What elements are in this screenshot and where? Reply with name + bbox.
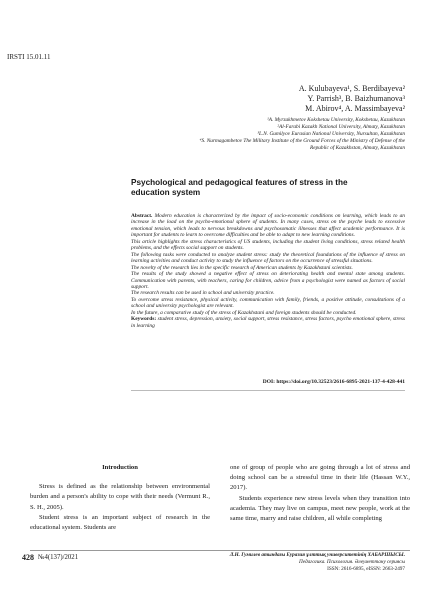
abstract-paragraph: The following tasks were conducted to analyze student stress: study the theoretical foundations of the influence of stress on learning activities and conduct activity to study the influence of factors on the occurrence of stressful situations. (131, 251, 405, 265)
journal-info (185, 552, 405, 573)
keywords-label: Keywords: (131, 316, 157, 323)
abstract-paragraph (131, 213, 405, 239)
body-paragraph: Students experience new stress levels when they transition into academia. They may live on campus, meet new people, work at the same time, marry and raise children, all while completing (230, 494, 410, 523)
abstract-block (131, 213, 405, 329)
body-column-left (30, 463, 210, 533)
abstract-paragraph: This article highlights the stress characteristics of US students, including the student living conditions, stress related health problems, and the effects social support on students. (131, 238, 405, 252)
author-line: A. Kulubayeva¹, S. Berdibayeva² (298, 84, 405, 93)
section-divider (131, 390, 405, 391)
abstract-paragraph: In the future, a comparative study of the stress of Kazakhstani and foreign students should be conducted. (131, 309, 357, 316)
abstract-paragraph: The research results can be used in school and university practice. (131, 290, 275, 297)
journal-line: Л.Н. Гумилев атындағы Еуразия ұлттық университетінің ХАБАРШЫСЫ. (229, 552, 405, 558)
body-paragraph: Stress is defined as the relationship between environmental burden and a person's ability to cope with their needs (Vermunt R., S. H., 2005). (30, 483, 210, 511)
author-line: Y. Parrish³, B. Baizhumanova³ (307, 94, 405, 103)
abstract-paragraph: To overcome stress resistance, physical activity, communication with family, friends, a positive attitude, consultations of a school and university psychologist are relevant. (131, 296, 405, 310)
abstract-paragraph: The results of the study showed a negative effect of stress on deteriorating health and mental state among students. Communication with parents, with teachers, caring for children, advice from a psychologist were named as factors of social support. (131, 271, 405, 290)
author-list (155, 84, 405, 114)
affiliation-line: Republic of Kazakhstan, Almaty, Kazakhstan (310, 145, 405, 151)
issue-number: №4(137)/2021 (38, 554, 79, 561)
affiliation-line: ³L.N. Gumilyov Eurasian National University, Nursultan, Kazakhstan (257, 131, 405, 137)
abstract-text: Modern education is characterized by the impact of socio-economic conditions on learning, which leads to an increase in the load on the psycho-emotional sphere of students. In many cases, stress on the psyche leads to excessive emotional tension, which leads to nervous breakdowns and psychosomatic illnesses that affect academic performance. It is important for students to learn to overcome difficulties and be able to adapt to new learning conditions. (131, 213, 405, 239)
author-line: M. Abirov⁴, A. Massimbayeva² (305, 104, 405, 113)
body-column-right (230, 463, 410, 524)
footer-divider (30, 550, 410, 551)
body-paragraph: one of group of people who are going through a lot of stress and doing school can be a stressful time in their life (Hassan W.Y., 2017). (230, 464, 410, 492)
keywords-paragraph (131, 316, 405, 329)
doi-link[interactable]: DOI: https://doi.org/10.32523/2616-6895-2021-137-4-428-441 (262, 379, 405, 385)
abstract-label: Abstract. (131, 213, 153, 219)
abstract-paragraph: The novelty of the research lies in the specific research of American students by Kazakhstani scientists. (131, 264, 353, 271)
affiliation-line: ²Al-Farabi Kazakh National University, Almaty, Kazakhstan (277, 124, 405, 130)
keywords-text: student stress, depression, anxiety, social support, stress resistance, stress factors, psycho emotional sphere, stress in learning (131, 316, 405, 329)
body-paragraph: Student stress is an important subject of research in the educational system. Students are (30, 513, 210, 532)
affiliation-line: ¹A. Myrzakhmetov Kokshetau University, Kokshetau, Kazakhstan (267, 117, 405, 123)
article-title: Psychological and pedagogical features of stress in the education system (131, 178, 348, 197)
journal-line: ISSN: 2616-6895, eISSN: 2663-2497 (327, 566, 405, 572)
page-number: 428 (22, 553, 34, 562)
section-heading: Introduction (102, 464, 138, 471)
journal-line: Педагогика. Психология. Әлеуметтану сериясы (299, 559, 405, 565)
affiliation-line: ⁴S. Nurmagambetov The Military Institute of the Ground Forces of the Ministry of Defense of the (199, 138, 405, 144)
irsti-code: IRSTI 15.01.11 (7, 53, 51, 61)
affiliation-list (115, 117, 405, 152)
